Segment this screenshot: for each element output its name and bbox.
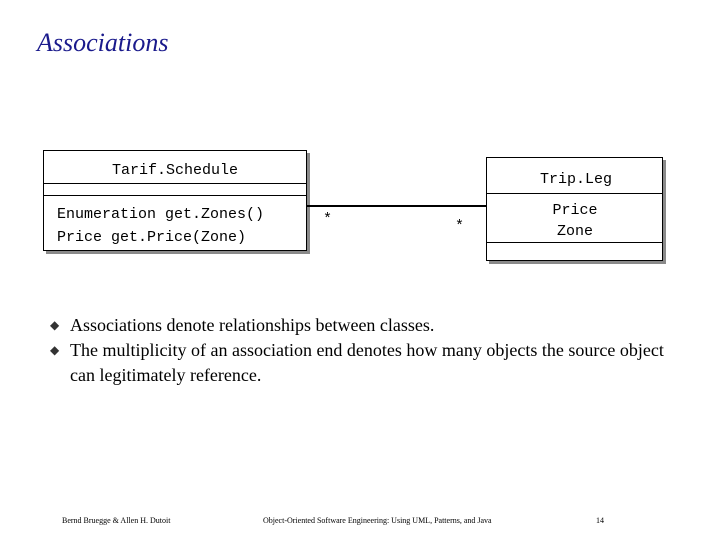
- footer-page-number: 14: [596, 516, 604, 525]
- class-tarif-schedule: [43, 150, 307, 251]
- association-line: [307, 205, 486, 207]
- attribute-price: Price: [552, 202, 598, 219]
- multiplicity-left: *: [323, 211, 333, 228]
- class-attributes-compartment: [44, 184, 306, 196]
- class-attributes-compartment: [487, 194, 662, 243]
- class-name-trip-leg: Trip.Leg: [539, 171, 612, 188]
- class-operations-compartment: [44, 196, 306, 250]
- operation-get-price: Price get.Price(Zone): [57, 229, 247, 246]
- diamond-bullet-icon: ◆: [50, 343, 60, 357]
- operation-get-zones: Enumeration get.Zones(): [57, 206, 265, 223]
- bullet-item: [50, 313, 690, 338]
- footer-authors: Bernd Bruegge & Allen H. Dutoit: [62, 516, 171, 525]
- diamond-bullet-icon: ◆: [50, 318, 60, 332]
- bullet-text: Associations denote relationships between classes.: [70, 315, 435, 335]
- class-operations-compartment: [487, 243, 662, 260]
- bullet-list: [50, 313, 690, 388]
- class-name-compartment: [487, 158, 662, 194]
- class-name-compartment: [44, 151, 306, 184]
- footer-book-title: Object-Oriented Software Engineering: Using UML, Patterns, and Java: [263, 516, 492, 525]
- bullet-item: [50, 338, 690, 388]
- bullet-text: The multiplicity of an association end denotes how many objects the source object can legitimately reference.: [70, 340, 664, 385]
- class-name-tarif-schedule: Tarif.Schedule: [111, 162, 239, 179]
- attribute-zone: Zone: [556, 223, 593, 240]
- slide-title: Associations: [37, 28, 169, 57]
- class-trip-leg: [486, 157, 663, 261]
- multiplicity-right: *: [455, 218, 465, 235]
